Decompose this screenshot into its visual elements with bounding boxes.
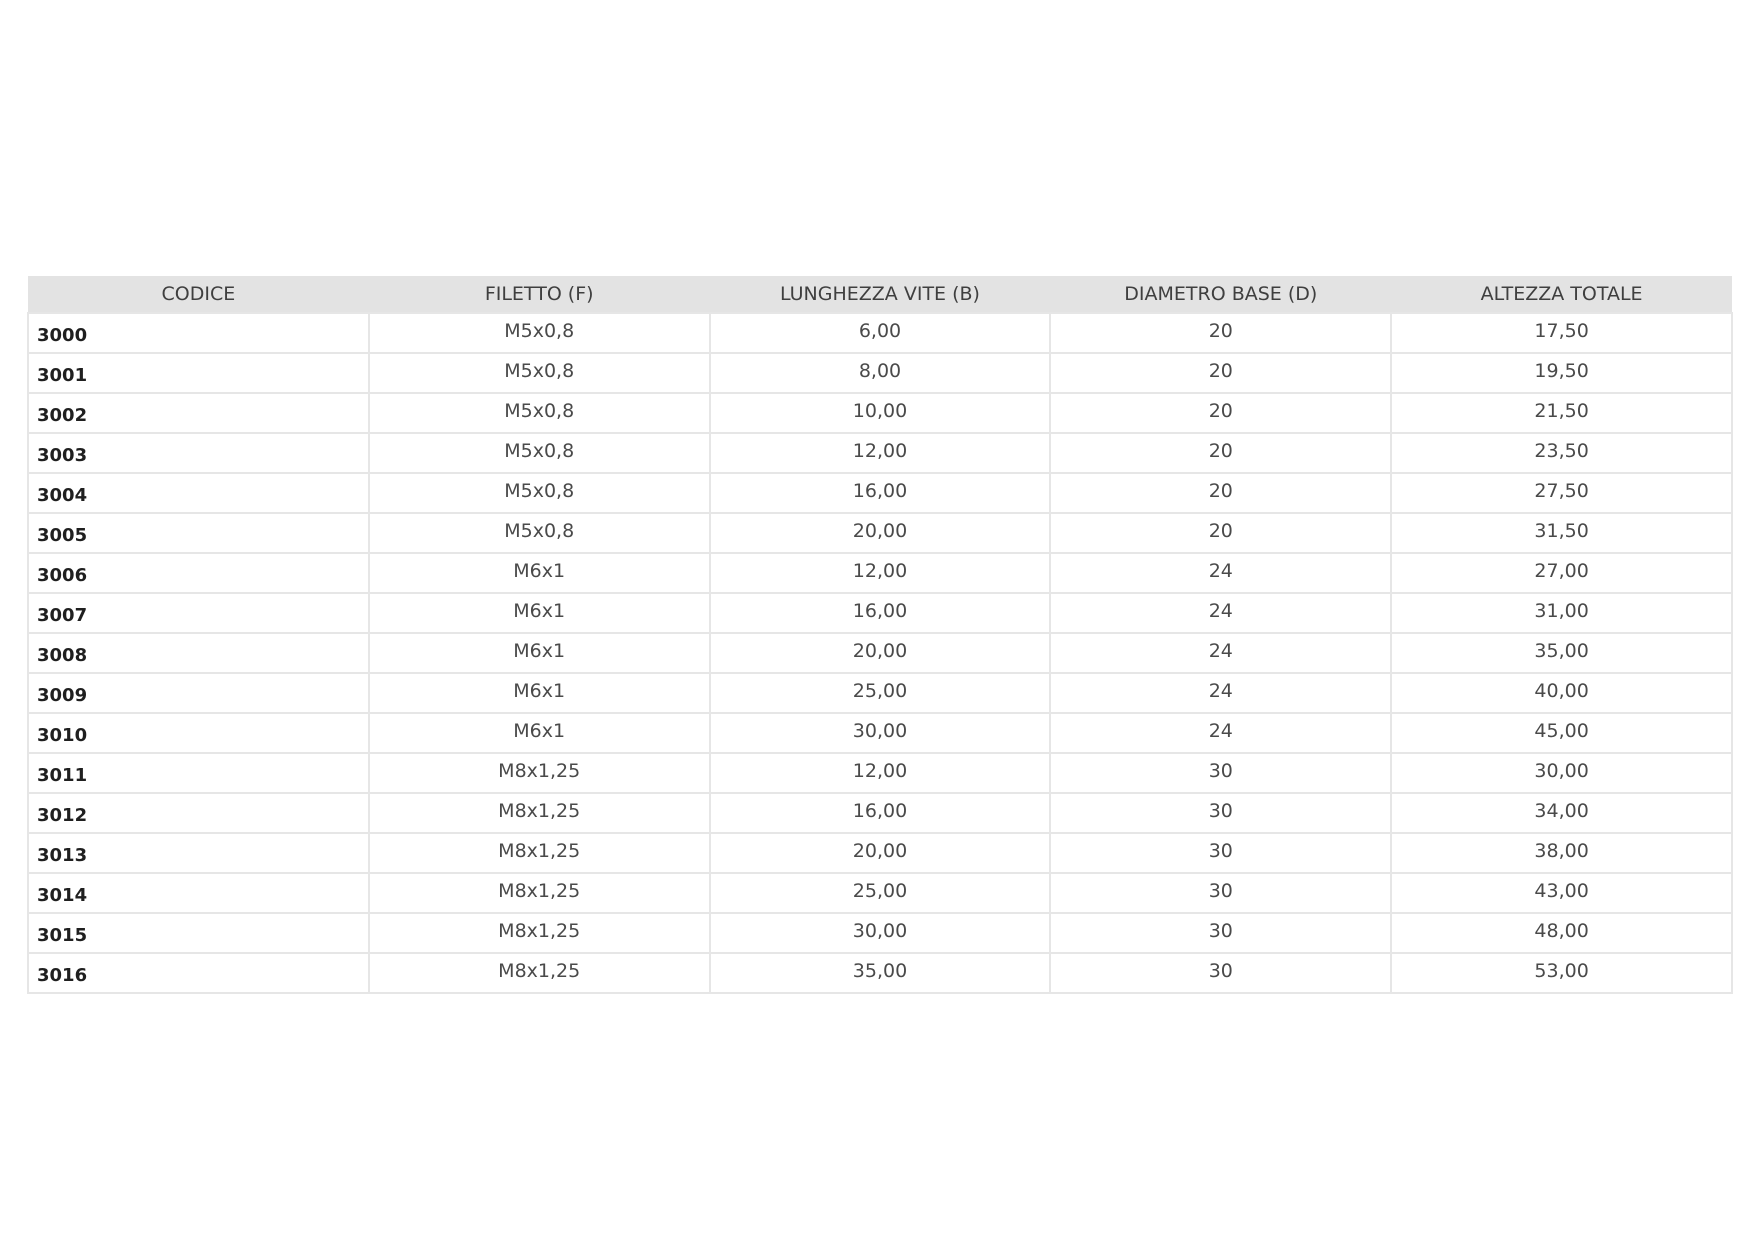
cell-diametro-base: 24 bbox=[1050, 673, 1391, 713]
table-row bbox=[28, 833, 1732, 873]
cell-codice: 3015 bbox=[28, 913, 369, 953]
cell-diametro-base: 20 bbox=[1050, 433, 1391, 473]
table-row bbox=[28, 433, 1732, 473]
cell-codice: 3013 bbox=[28, 833, 369, 873]
cell-codice: 3009 bbox=[28, 673, 369, 713]
product-spec-table-container bbox=[27, 276, 1733, 994]
cell-lunghezza-vite: 12,00 bbox=[710, 433, 1051, 473]
table-row bbox=[28, 393, 1732, 433]
cell-filetto: M8x1,25 bbox=[369, 873, 710, 913]
cell-lunghezza-vite: 8,00 bbox=[710, 353, 1051, 393]
cell-lunghezza-vite: 16,00 bbox=[710, 473, 1051, 513]
cell-diametro-base: 30 bbox=[1050, 953, 1391, 993]
cell-filetto: M6x1 bbox=[369, 713, 710, 753]
table-row bbox=[28, 673, 1732, 713]
cell-filetto: M5x0,8 bbox=[369, 473, 710, 513]
cell-altezza-totale: 21,50 bbox=[1391, 393, 1732, 433]
cell-diametro-base: 20 bbox=[1050, 513, 1391, 553]
cell-diametro-base: 24 bbox=[1050, 553, 1391, 593]
cell-diametro-base: 20 bbox=[1050, 313, 1391, 353]
cell-altezza-totale: 43,00 bbox=[1391, 873, 1732, 913]
cell-filetto: M6x1 bbox=[369, 553, 710, 593]
header-filetto: FILETTO (F) bbox=[369, 276, 710, 313]
cell-altezza-totale: 40,00 bbox=[1391, 673, 1732, 713]
cell-altezza-totale: 19,50 bbox=[1391, 353, 1732, 393]
product-spec-table bbox=[27, 276, 1733, 994]
table-row bbox=[28, 793, 1732, 833]
table-row bbox=[28, 513, 1732, 553]
cell-altezza-totale: 17,50 bbox=[1391, 313, 1732, 353]
table-row bbox=[28, 753, 1732, 793]
table-row bbox=[28, 313, 1732, 353]
cell-codice: 3000 bbox=[28, 313, 369, 353]
cell-altezza-totale: 31,00 bbox=[1391, 593, 1732, 633]
cell-lunghezza-vite: 12,00 bbox=[710, 753, 1051, 793]
table-body bbox=[28, 313, 1732, 993]
cell-lunghezza-vite: 30,00 bbox=[710, 913, 1051, 953]
cell-altezza-totale: 48,00 bbox=[1391, 913, 1732, 953]
cell-altezza-totale: 34,00 bbox=[1391, 793, 1732, 833]
table-row bbox=[28, 633, 1732, 673]
cell-lunghezza-vite: 12,00 bbox=[710, 553, 1051, 593]
cell-filetto: M5x0,8 bbox=[369, 353, 710, 393]
cell-codice: 3003 bbox=[28, 433, 369, 473]
cell-diametro-base: 24 bbox=[1050, 593, 1391, 633]
table-row bbox=[28, 593, 1732, 633]
cell-filetto: M8x1,25 bbox=[369, 953, 710, 993]
cell-codice: 3006 bbox=[28, 553, 369, 593]
table-row bbox=[28, 873, 1732, 913]
cell-diametro-base: 20 bbox=[1050, 393, 1391, 433]
cell-lunghezza-vite: 6,00 bbox=[710, 313, 1051, 353]
cell-codice: 3011 bbox=[28, 753, 369, 793]
cell-lunghezza-vite: 16,00 bbox=[710, 593, 1051, 633]
cell-codice: 3005 bbox=[28, 513, 369, 553]
cell-diametro-base: 30 bbox=[1050, 753, 1391, 793]
cell-altezza-totale: 45,00 bbox=[1391, 713, 1732, 753]
cell-lunghezza-vite: 20,00 bbox=[710, 633, 1051, 673]
cell-filetto: M8x1,25 bbox=[369, 833, 710, 873]
table-header bbox=[28, 276, 1732, 313]
cell-filetto: M6x1 bbox=[369, 593, 710, 633]
header-altezza-totale: ALTEZZA TOTALE bbox=[1391, 276, 1732, 313]
cell-lunghezza-vite: 20,00 bbox=[710, 833, 1051, 873]
cell-lunghezza-vite: 30,00 bbox=[710, 713, 1051, 753]
cell-diametro-base: 30 bbox=[1050, 793, 1391, 833]
cell-altezza-totale: 23,50 bbox=[1391, 433, 1732, 473]
table-row bbox=[28, 353, 1732, 393]
header-codice: CODICE bbox=[28, 276, 369, 313]
table-row bbox=[28, 473, 1732, 513]
cell-diametro-base: 30 bbox=[1050, 833, 1391, 873]
cell-altezza-totale: 31,50 bbox=[1391, 513, 1732, 553]
table-row bbox=[28, 713, 1732, 753]
cell-filetto: M5x0,8 bbox=[369, 393, 710, 433]
header-row bbox=[28, 276, 1732, 313]
cell-diametro-base: 24 bbox=[1050, 633, 1391, 673]
cell-diametro-base: 30 bbox=[1050, 913, 1391, 953]
cell-codice: 3008 bbox=[28, 633, 369, 673]
cell-lunghezza-vite: 25,00 bbox=[710, 673, 1051, 713]
cell-filetto: M8x1,25 bbox=[369, 913, 710, 953]
cell-altezza-totale: 27,50 bbox=[1391, 473, 1732, 513]
cell-codice: 3010 bbox=[28, 713, 369, 753]
cell-filetto: M8x1,25 bbox=[369, 753, 710, 793]
cell-lunghezza-vite: 25,00 bbox=[710, 873, 1051, 913]
cell-diametro-base: 30 bbox=[1050, 873, 1391, 913]
cell-codice: 3001 bbox=[28, 353, 369, 393]
cell-lunghezza-vite: 16,00 bbox=[710, 793, 1051, 833]
cell-diametro-base: 20 bbox=[1050, 473, 1391, 513]
cell-filetto: M6x1 bbox=[369, 633, 710, 673]
cell-lunghezza-vite: 10,00 bbox=[710, 393, 1051, 433]
cell-codice: 3014 bbox=[28, 873, 369, 913]
cell-diametro-base: 24 bbox=[1050, 713, 1391, 753]
cell-lunghezza-vite: 20,00 bbox=[710, 513, 1051, 553]
cell-altezza-totale: 30,00 bbox=[1391, 753, 1732, 793]
table-row bbox=[28, 913, 1732, 953]
cell-codice: 3016 bbox=[28, 953, 369, 993]
cell-altezza-totale: 27,00 bbox=[1391, 553, 1732, 593]
table-row bbox=[28, 553, 1732, 593]
cell-diametro-base: 20 bbox=[1050, 353, 1391, 393]
cell-codice: 3002 bbox=[28, 393, 369, 433]
header-lunghezza-vite: LUNGHEZZA VITE (B) bbox=[710, 276, 1051, 313]
cell-filetto: M8x1,25 bbox=[369, 793, 710, 833]
cell-codice: 3007 bbox=[28, 593, 369, 633]
cell-altezza-totale: 38,00 bbox=[1391, 833, 1732, 873]
cell-filetto: M5x0,8 bbox=[369, 433, 710, 473]
cell-altezza-totale: 35,00 bbox=[1391, 633, 1732, 673]
cell-codice: 3004 bbox=[28, 473, 369, 513]
cell-altezza-totale: 53,00 bbox=[1391, 953, 1732, 993]
cell-lunghezza-vite: 35,00 bbox=[710, 953, 1051, 993]
table-row bbox=[28, 953, 1732, 993]
header-diametro-base: DIAMETRO BASE (D) bbox=[1050, 276, 1391, 313]
cell-filetto: M5x0,8 bbox=[369, 513, 710, 553]
cell-filetto: M6x1 bbox=[369, 673, 710, 713]
cell-filetto: M5x0,8 bbox=[369, 313, 710, 353]
cell-codice: 3012 bbox=[28, 793, 369, 833]
